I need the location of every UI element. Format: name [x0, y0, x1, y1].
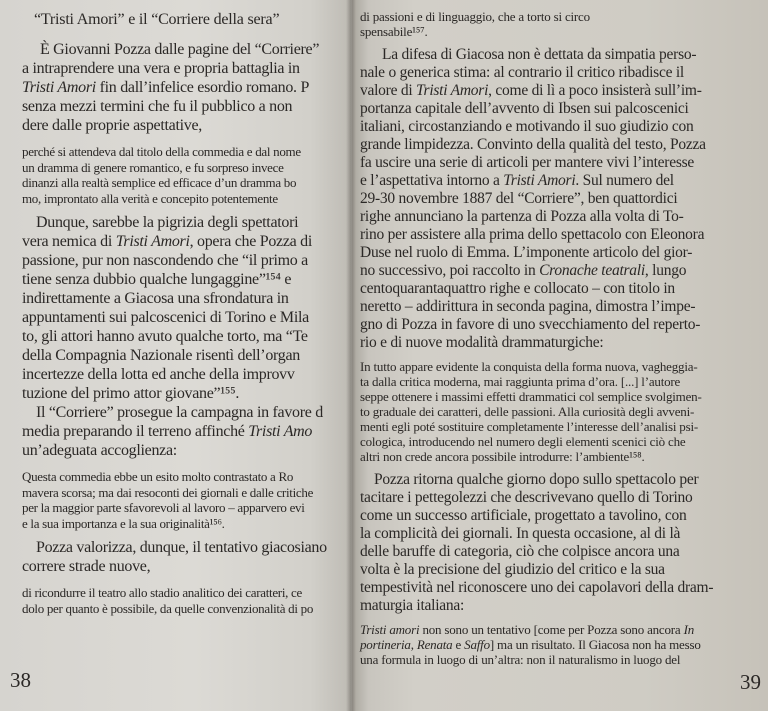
text-run: la complicità dei giornali. In questa occasione, al di là: [360, 525, 681, 542]
text-line: [360, 299, 695, 315]
text-run: Dunque, sarebbe la pigrizia degli spettatori: [36, 214, 299, 231]
text-run: portanza capitale dell’avvento di Ibsen sui palcoscenici: [360, 100, 689, 117]
page-number: 39: [740, 670, 761, 694]
text-run: vera nemica di: [22, 233, 116, 250]
right-page: [352, 0, 768, 711]
italic-text: In: [683, 622, 694, 637]
text-line: [360, 281, 675, 297]
italic-text: Cronache teatrali: [539, 262, 645, 279]
text-run: Duse nel ruolo di Emma. L’imponente articolo del gior-: [360, 244, 693, 261]
quote-line: [22, 176, 296, 189]
text-run: ta dalla critica moderna, mai raggiunta prima d’ora. [...] l’autore: [360, 374, 681, 389]
italic-text: Tristi Amori: [416, 82, 489, 99]
text-run: In tutto appare evidente la conquista della forma nuova, vagheggia-: [360, 359, 698, 374]
quote-line: [360, 450, 645, 463]
text-run: tiene senza dubbio qualche lungaggine”¹⁵⁴ e: [22, 271, 292, 288]
text-line: [22, 80, 309, 96]
text-run: di ricondurre il teatro allo stadio analitico dei caratteri, ce: [22, 585, 302, 600]
text-line: [22, 118, 202, 134]
text-line: [22, 386, 239, 402]
text-run: e l’aspettativa intorno a: [360, 172, 504, 189]
text-run: righe annunciano la partenza di Pozza alla volta di To-: [360, 208, 684, 225]
text-line: [360, 101, 689, 117]
text-run: per la maggior parte sfavorevoli al lavoro – apparvero evi: [22, 500, 305, 515]
text-run: un’adeguata accoglienza:: [22, 442, 177, 459]
text-line: [360, 65, 684, 81]
text-run: di passioni e di linguaggio, che a torto si circo: [360, 9, 590, 24]
text-run: centoquarantaquattro righe e collocato – con titolo in: [360, 280, 675, 297]
chapter-heading: [34, 12, 279, 28]
italic-text: Tristi Amo: [248, 423, 313, 440]
text-run: 29-30 novembre 1887 del “Corriere”, ben quattordici: [360, 190, 678, 207]
italic-text: Tristi Amori: [22, 79, 96, 96]
text-line: [36, 405, 323, 421]
quote-line: [22, 586, 302, 599]
text-run: , opera che Pozza di: [189, 233, 312, 250]
quote-line: [22, 602, 313, 615]
text-line: [382, 47, 696, 63]
text-line: [360, 119, 694, 135]
text-run: dinanzi alla realtà semplice ed efficace d’un dramma bo: [22, 175, 297, 190]
text-line: [22, 234, 312, 250]
text-run: indirettamente a Giacosa una sfrondatura in: [22, 290, 289, 307]
quote-line: [22, 470, 293, 483]
text-run: incertezze della lotta ed anche della improvv: [22, 366, 295, 383]
text-line: [360, 598, 464, 614]
text-run: . Sul numero del: [575, 172, 674, 189]
text-run: tempestività nel riconoscere uno dei capolavori della dram-: [360, 579, 714, 596]
text-run: Pozza ritorna qualche giorno dopo sullo spettacolo per: [374, 471, 699, 488]
text-run: to, gli attori hanno avuto qualche torto, ma “Te: [22, 328, 308, 345]
quote-line: [360, 390, 702, 403]
quote-line: [22, 145, 301, 158]
text-run: gno di Pozza in favore di uno svecchiamento del reperto-: [360, 316, 701, 333]
quote-line: [22, 486, 313, 499]
text-line: [36, 215, 298, 231]
text-run: una formula in luogo di un’altra: non il naturalismo in luogo del: [360, 652, 681, 667]
italic-text: Saffo: [464, 637, 490, 652]
text-run: “Tristi Amori” e il “Corriere della sera”: [34, 11, 280, 28]
text-run: grande limpidezza. Convinto della qualità del testo, Pozza: [360, 136, 706, 153]
text-line: [374, 472, 698, 488]
text-run: italiani, circostanziando e motivando il suo giudizio con: [360, 118, 694, 135]
text-line: [360, 263, 686, 279]
quote-line: [22, 517, 225, 530]
text-line: [360, 490, 693, 506]
text-run: della Compagnia Nazionale risentì dell’organ: [22, 347, 300, 364]
text-run: cologica, introducendo nel numero degli elementi scenici ciò che: [360, 434, 686, 449]
quote-line: [360, 420, 698, 433]
text-run: nale o generica stima: al contrario il critico ribadisce il: [360, 64, 684, 81]
text-line: [360, 317, 700, 333]
text-run: media preparando il terreno affinché: [22, 423, 249, 440]
text-line: [40, 42, 319, 58]
text-line: [22, 348, 300, 364]
book-gutter: [346, 0, 356, 711]
text-line: [22, 310, 309, 326]
text-run: no successivo, poi raccolto in: [360, 262, 540, 279]
text-run: perché si attendeva dal titolo della commedia e dal nome: [22, 144, 301, 159]
quote-line: [360, 10, 590, 23]
text-line: [22, 272, 291, 288]
text-run: altri non crede ancora possibile introdurre: l’ambiente¹⁵⁸.: [360, 449, 645, 464]
italic-text: Tristi Amori: [115, 233, 190, 250]
text-line: [360, 580, 713, 596]
text-run: to graduale dei caratteri, delle passioni. Alla curiosità degli avveni-: [360, 404, 695, 419]
italic-text: Tristi Amori: [503, 172, 576, 189]
text-line: [22, 291, 289, 307]
text-run: come un successo artificiale, progettato a tavolino, con: [360, 507, 687, 524]
text-run: passione, pur non nascondendo che “il primo a: [22, 252, 308, 269]
quote-line: [360, 360, 697, 373]
text-line: [360, 562, 665, 578]
text-run: tuzione del primo attor giovane”¹⁵⁵.: [22, 385, 240, 402]
quote-line: [360, 623, 694, 636]
text-run: Il “Corriere” prosegue la campagna in favore d: [36, 404, 323, 421]
italic-text: Renata: [416, 637, 453, 652]
text-run: fa uscire una serie di articoli per mantere vivi l’interesse: [360, 154, 695, 171]
text-line: [360, 155, 694, 171]
text-run: Pozza valorizza, dunque, il tentativo giacosiano: [36, 539, 327, 556]
quote-line: [360, 25, 428, 38]
text-line: [360, 227, 704, 243]
text-run: non sono un tentativo [come per Pozza sono ancora: [419, 622, 684, 637]
text-run: fin dall’infelice esordio romano. P: [95, 79, 310, 96]
text-line: [360, 245, 692, 261]
text-run: maturgia italiana:: [360, 597, 465, 614]
text-run: , come di lì a poco insisterà sull’im-: [488, 82, 702, 99]
text-line: [360, 137, 706, 153]
text-run: , lungo: [644, 262, 687, 279]
page-number: 38: [10, 668, 31, 692]
text-run: dere dalle proprie aspettative,: [22, 117, 202, 134]
quote-line: [360, 405, 694, 418]
text-line: [360, 173, 674, 189]
text-run: rino per assistere alla prima dello spettacolo con Eleonora: [360, 226, 705, 243]
text-run: tacitare i pettegolezzi che descrivevano quello di Torino: [360, 489, 693, 506]
text-run: spensabile¹⁵⁷.: [360, 24, 428, 39]
text-run: a intraprendere una vera e propria battaglia in: [22, 60, 300, 77]
italic-text: portineria: [360, 637, 411, 652]
text-line: [360, 544, 679, 560]
text-run: ,: [410, 637, 417, 652]
italic-text: Tristi amori: [360, 622, 420, 637]
quote-line: [22, 501, 305, 514]
text-line: [22, 443, 177, 459]
text-run: delle baruffe di categoria, ciò che colpisce ancora una: [360, 543, 680, 560]
text-run: senza mezzi termini che fu il pubblico a non: [22, 98, 293, 115]
text-run: La difesa di Giacosa non è dettata da simpatia perso-: [382, 46, 697, 63]
text-run: volta è la precisione del giudizio del critico e la sua: [360, 561, 665, 578]
text-run: rio e di nuove modalità drammaturgiche:: [360, 334, 604, 351]
quote-line: [360, 638, 701, 651]
text-run: e: [452, 637, 465, 652]
text-line: [22, 253, 308, 269]
text-line: [360, 508, 686, 524]
text-run: mo, improntato alla verità e concepito potentemente: [22, 190, 278, 206]
text-line: [22, 367, 295, 383]
text-run: dolo per quanto è possibile, da quelle convenzionalità di po: [22, 600, 314, 616]
text-run: seppe ottenere i massimi effetti drammatici col semplice svolgimen-: [360, 389, 702, 404]
text-line: [22, 99, 292, 115]
left-page: [0, 0, 352, 711]
text-line: [360, 526, 680, 542]
text-line: [36, 540, 327, 556]
quote-line: [360, 435, 685, 448]
text-line: [360, 335, 604, 351]
text-run: appuntamenti sui palcoscenici di Torino e Mila: [22, 309, 309, 326]
text-run: mavera scorsa; ma dai resoconti dei giornali e dalle critiche: [22, 484, 314, 500]
text-line: [22, 329, 308, 345]
quote-line: [360, 375, 680, 388]
text-run: un dramma di genere romantico, e fu sorpreso invece: [22, 159, 284, 175]
quote-line: [22, 192, 278, 205]
text-line: [22, 424, 312, 440]
text-run: Questa commedia ebbe un esito molto contrastato a Ro: [22, 469, 294, 484]
text-run: e la sua importanza e la sua originalità¹⁵⁶.: [22, 515, 225, 531]
text-run: menti egli poté sostituire completamente l’interesse dell’analisi psi-: [360, 419, 698, 434]
quote-line: [22, 161, 284, 174]
text-run: neretto – addirittura in seconda pagina, dimostra l’impe-: [360, 298, 696, 315]
text-run: È Giovanni Pozza dalle pagine del “Corriere”: [40, 41, 320, 58]
quote-line: [360, 653, 680, 666]
text-line: [360, 191, 677, 207]
text-run: ] ma un risultato. Il Giacosa non ha messo: [489, 637, 701, 652]
text-line: [360, 209, 684, 225]
text-line: [360, 83, 702, 99]
text-run: valore di: [360, 82, 417, 99]
text-line: [22, 559, 150, 575]
text-line: [22, 61, 300, 77]
text-run: correre strade nuove,: [22, 558, 151, 575]
